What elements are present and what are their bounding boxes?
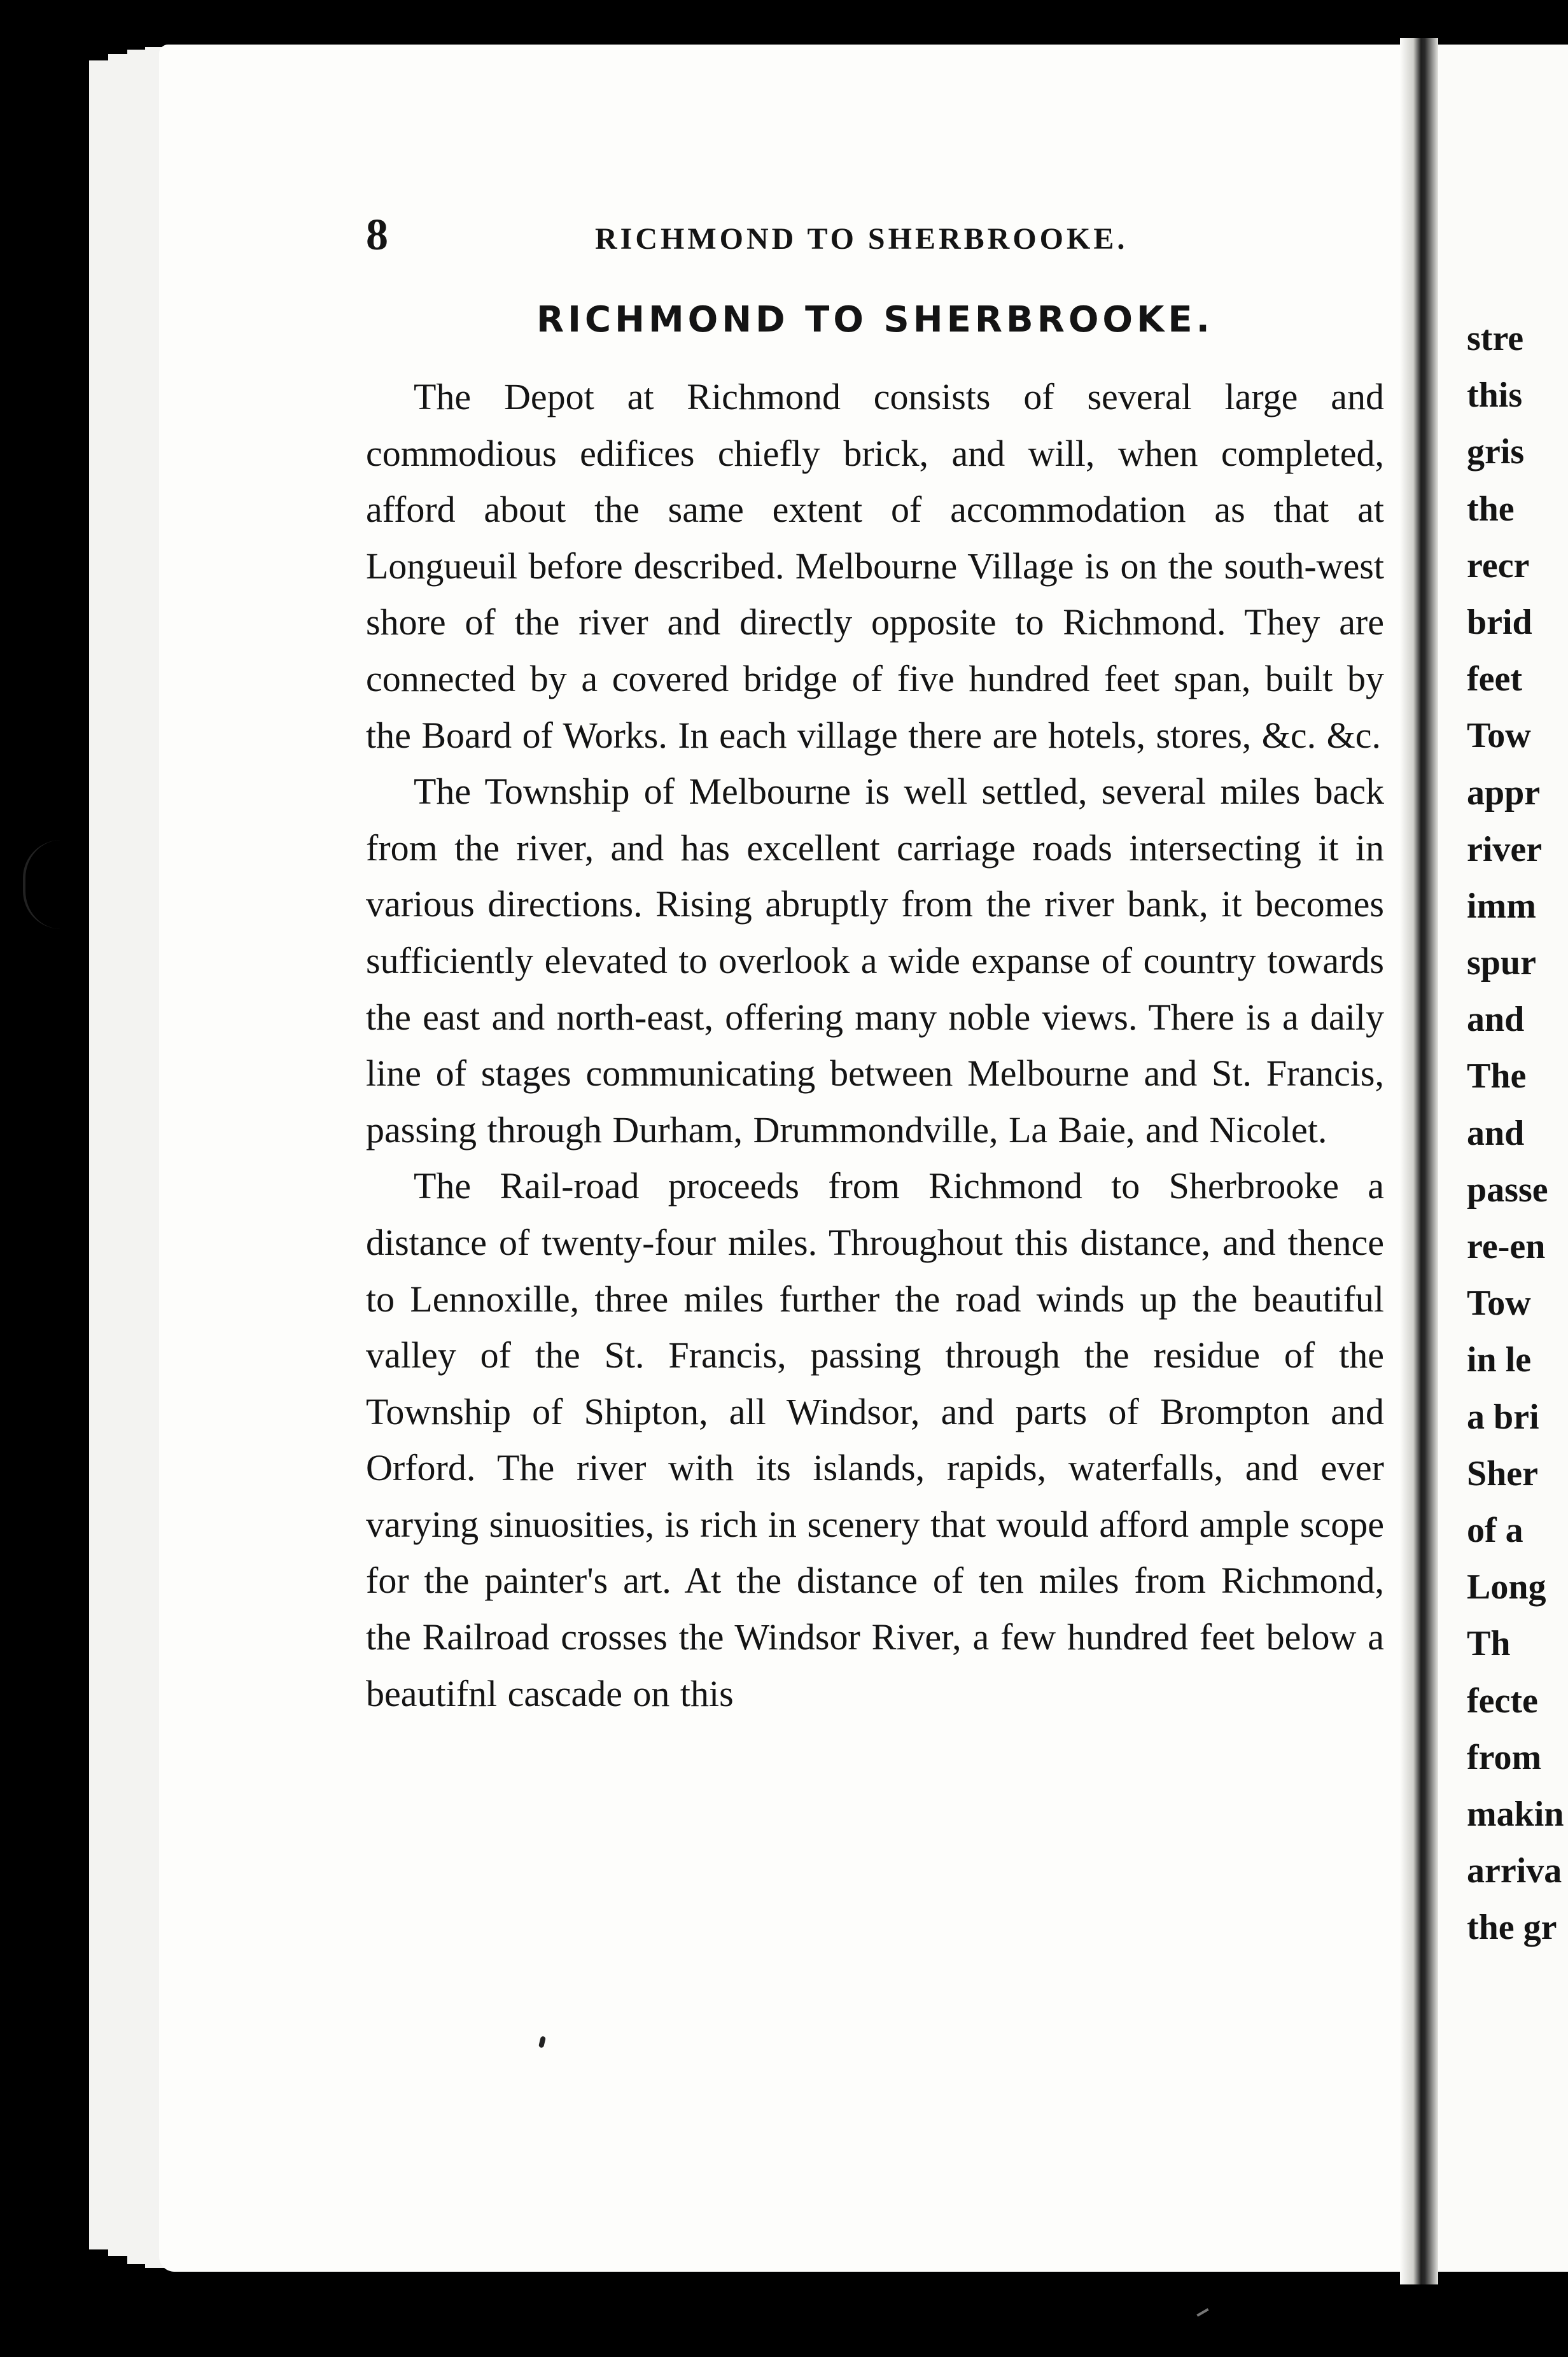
running-head: RICHMOND TO SHERBROOKE. (595, 222, 1128, 256)
facing-line: appr (1467, 773, 1541, 813)
facing-line: re-en (1467, 1227, 1546, 1266)
facing-line: arriva (1467, 1851, 1562, 1891)
facing-line: in le (1467, 1340, 1532, 1380)
facing-line: brid (1467, 602, 1532, 642)
facing-line: Tow (1467, 1283, 1531, 1324)
facing-line: gris (1467, 432, 1525, 472)
facing-line: recr (1467, 545, 1530, 585)
body-text (366, 369, 1384, 1722)
facing-line: Th (1467, 1624, 1511, 1664)
page-number: 8 (366, 211, 388, 260)
book-gutter (1400, 38, 1438, 2284)
facing-line: stre (1467, 319, 1524, 358)
facing-line: and (1467, 1000, 1525, 1040)
section-title: RICHMOND TO SHERBROOKE. (536, 299, 1214, 340)
facing-line: Long (1467, 1567, 1546, 1607)
facing-line: feet (1467, 659, 1523, 699)
facing-line: passe (1467, 1170, 1548, 1210)
facing-line: The (1467, 1056, 1527, 1096)
facing-line: and (1467, 1113, 1525, 1153)
facing-line: Sher (1467, 1453, 1538, 1493)
paragraph: The Township of Melbourne is well settled, several miles back from the river, and has excellent carriage roads intersecting it in various directions. Rising abruptly from the river bank, it becomes sufficiently elevated to overlook a wide expanse of country towards the east and north-east, offering many noble views. There is a daily line of stages communicating between Melbourne and St. Francis, passing through Durham, Drummondville, La Baie, and Nicolet. (366, 771, 1384, 1151)
facing-line: the (1467, 489, 1515, 529)
facing-line: a bri (1467, 1397, 1539, 1437)
page-header (366, 210, 1384, 261)
facing-line: imm (1467, 886, 1536, 926)
paragraph: The Depot at Richmond consists of several large and commodious edifices chiefly brick, and will, when completed, afford about the same extent of accommodation as that at Longueuil before described. Melbourne Village is on the south-west shore of the river and directly opposite to Richmond. They are connected by a covered bridge of five hundred feet span, built by the Board of Works. In each village there are hotels, stores, &c. &c. (366, 376, 1384, 756)
paragraph: The Rail-road proceeds from Richmond to Sherbrooke a distance of twenty-four miles. Throughout this distance, and thence to Lennoxille, three miles further the road winds up the beautiful valley of the St. Francis, passing through the residue of the Township of Shipton, all Windsor, and parts of Brompton and Orford. The river with its islands, rapids, waterfalls, and ever varying sinuosities, is rich in scenery that would afford ample scope for the painter's art. At the distance of ten miles from Richmond, the Railroad crosses the Windsor River, a few hundred feet below a beautifnl cascade on this (366, 1165, 1384, 1714)
facing-line: from (1467, 1737, 1542, 1777)
facing-line: river (1467, 829, 1543, 869)
facing-line: this (1467, 375, 1523, 416)
facing-line: makin (1467, 1794, 1564, 1834)
facing-page-text (1467, 318, 1568, 1964)
facing-line: spur (1467, 943, 1536, 983)
facing-line: the gr (1467, 1908, 1557, 1948)
facing-line: fecte (1467, 1681, 1538, 1721)
facing-line: Tow (1467, 716, 1531, 756)
facing-line: of a (1467, 1510, 1523, 1550)
